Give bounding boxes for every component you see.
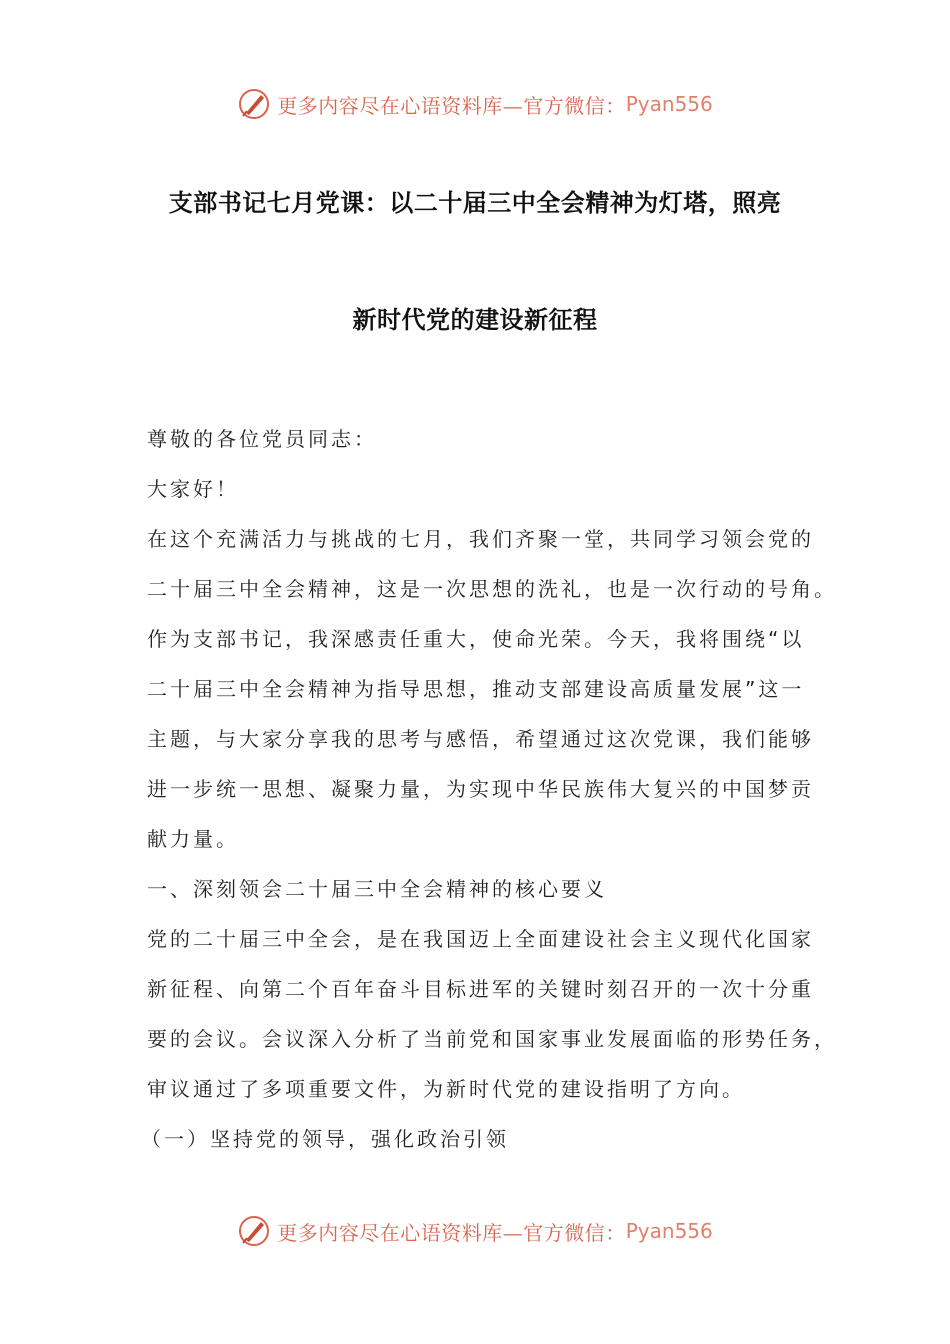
body-line: 二十届三中全会精神为指导思想，推动支部建设高质量发展”这一 (147, 677, 805, 701)
document-title-line-2: 新时代党的建设新征程 (352, 306, 598, 334)
body-line: 作为支部书记，我深感责任重大，使命光荣。今天，我将围绕“以 (147, 627, 805, 651)
section-heading: 一、深刻领会二十届三中全会精神的核心要义 (147, 877, 607, 901)
greeting: 大家好！ (147, 477, 239, 501)
watermark-contact-id: Pyan556 (625, 92, 713, 116)
body-line: 二十届三中全会精神，这是一次思想的洗礼，也是一次行动的号角。 (147, 577, 837, 601)
watermark-promo-text: 更多内容尽在心语资料库—官方微信： (277, 93, 626, 118)
body-line: 主题，与大家分享我的思考与感悟，希望通过这次党课，我们能够 (147, 727, 814, 751)
footer-watermark (0, 1211, 950, 1251)
header-watermark (0, 84, 950, 124)
watermark-promo-text: 更多内容尽在心语资料库—官方微信： (277, 1220, 626, 1245)
body-line: 进一步统一思想、凝聚力量，为实现中华民族伟大复兴的中国梦贡 (147, 777, 814, 801)
body-line: 审议通过了多项重要文件，为新时代党的建设指明了方向。 (147, 1077, 745, 1101)
quill-logo-icon (237, 87, 271, 121)
body-line: 要的会议。会议深入分析了当前党和国家事业发展面临的形势任务， (147, 1027, 837, 1051)
document-title-line-1: 支部书记七月党课：以二十届三中全会精神为灯塔，照亮 (168, 189, 782, 217)
quill-logo-icon (237, 1214, 271, 1248)
body-line: 新征程、向第二个百年奋斗目标进军的关键时刻召开的一次十分重 (147, 977, 814, 1001)
body-line: 在这个充满活力与挑战的七月，我们齐聚一堂，共同学习领会党的 (147, 527, 814, 551)
salutation: 尊敬的各位党员同志： (147, 427, 377, 451)
body-line: 献力量。 (147, 827, 239, 851)
document-body (141, 414, 837, 1164)
watermark-contact-id: Pyan556 (625, 1219, 713, 1243)
subsection-heading: （一）坚持党的领导，强化政治引领 (141, 1127, 509, 1151)
body-line: 党的二十届三中全会，是在我国迈上全面建设社会主义现代化国家 (147, 927, 814, 951)
